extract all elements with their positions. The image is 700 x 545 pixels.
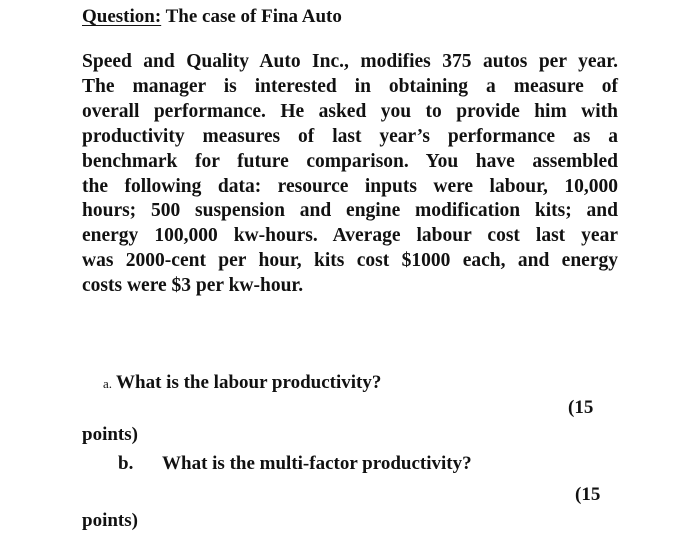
paragraph-line: productivity measures of last year’s performance as a	[82, 125, 618, 147]
question-a-points-value: (15	[568, 397, 594, 418]
paragraph-line: Speed and Quality Auto Inc., modifies 375 autos per year.	[82, 51, 618, 72]
question-b-points-word: points)	[82, 510, 138, 531]
question-title: The case of Fina Auto	[161, 6, 342, 27]
question-heading	[82, 6, 342, 28]
question-a-marker: a.	[103, 376, 113, 391]
paragraph-line: the following data: resource inputs were labour, 10,000	[82, 175, 618, 197]
question-a	[103, 372, 381, 394]
question-b-text: What is the multi-factor productivity?	[162, 453, 472, 474]
question-label: Question:	[82, 6, 162, 27]
paragraph-line: energy 100,000 kw-hours. Average labour cost last year	[82, 225, 618, 247]
question-b-points-value: (15	[575, 484, 601, 505]
question-a-points-word: points)	[82, 424, 138, 445]
question-b-marker: b.	[118, 453, 134, 474]
paragraph-line: benchmark for future comparison. You have assembled	[82, 150, 618, 172]
paragraph-line: hours; 500 suspension and engine modification kits; and	[82, 200, 618, 222]
question-a-text: What is the labour productivity?	[116, 372, 382, 393]
question-b	[118, 453, 472, 475]
paragraph-line: The manager is interested in obtaining a measure of	[82, 75, 618, 97]
paragraph-line: costs were $3 per kw-hour.	[82, 275, 304, 297]
paragraph-line: overall performance. He asked you to provide him with	[82, 100, 618, 122]
case-paragraph	[82, 50, 618, 299]
paragraph-line: was 2000-cent per hour, kits cost $1000 each, and energy	[82, 250, 618, 272]
